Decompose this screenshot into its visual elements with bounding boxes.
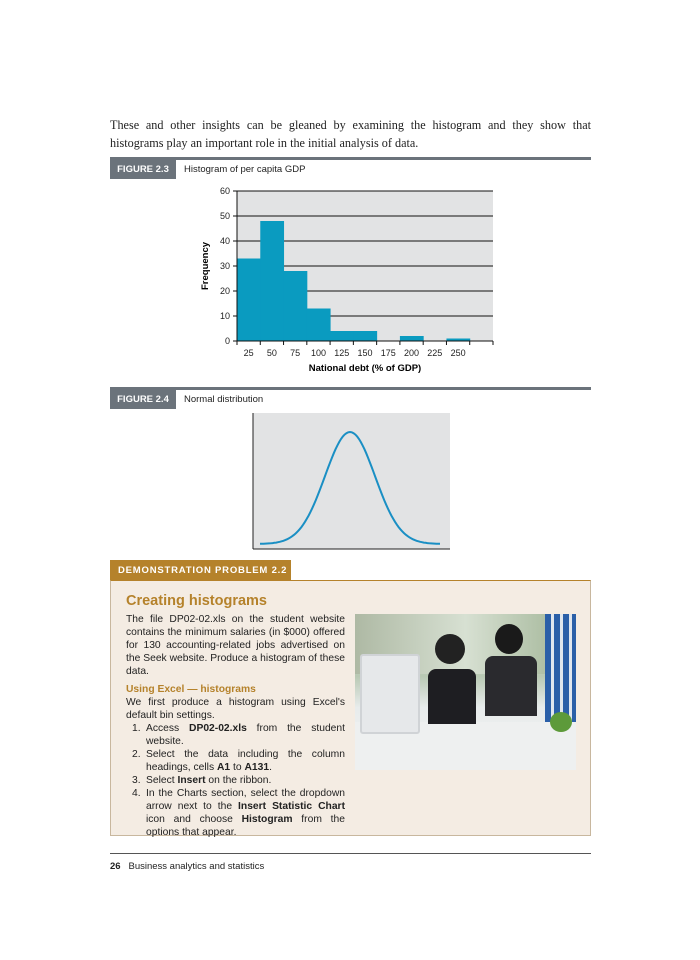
y-tick-label: 40 xyxy=(219,236,230,246)
histogram-bar xyxy=(330,331,354,341)
step-bold: DP02-02.xls xyxy=(189,723,247,734)
step-text: Select the data including the column headings, cells xyxy=(146,749,345,773)
step-text: from the student website. xyxy=(146,723,345,747)
step-number: 1. xyxy=(132,723,141,734)
step-text: from the options that appear. xyxy=(146,814,345,838)
demo-paragraph-2: We first produce a histogram using Excel's default bin settings. xyxy=(126,697,345,721)
step-number: 4. xyxy=(132,788,141,799)
figure-2-4-rule xyxy=(110,387,591,390)
step-number: 2. xyxy=(132,749,141,760)
y-tick-label: 30 xyxy=(219,261,230,271)
intro-paragraph: These and other insights can be gleaned by examining the histogram and they show that histograms play an important role in the initial analysis of data. xyxy=(110,118,591,150)
y-tick-label: 10 xyxy=(219,311,230,321)
figure-2-4-title: Normal distribution xyxy=(184,394,264,405)
book-title: Business analytics and statistics xyxy=(128,861,265,872)
normal-distribution-chart xyxy=(252,412,452,552)
x-tick-label: 175 xyxy=(380,348,396,358)
step-item xyxy=(132,748,345,774)
step-item xyxy=(132,722,345,748)
demo-subheading: Using Excel — histograms xyxy=(126,684,256,695)
histogram-chart xyxy=(190,182,510,377)
step-number: 3. xyxy=(132,775,141,786)
y-tick-label: 20 xyxy=(219,286,230,296)
histogram-bar xyxy=(353,331,377,341)
step-item xyxy=(132,774,345,787)
step-bold: A131 xyxy=(244,762,270,773)
demo-body xyxy=(126,613,345,839)
x-tick-label: 225 xyxy=(427,348,443,358)
step-text: In the Charts section, select the dropdown arrow next to the xyxy=(146,788,345,812)
footer-rule xyxy=(110,853,591,854)
y-tick-label: 60 xyxy=(219,186,230,196)
step-text: Select xyxy=(146,775,178,786)
step-text: to xyxy=(230,762,245,773)
demo-title: Creating histograms xyxy=(126,593,267,609)
figure-2-4-label: FIGURE 2.4 xyxy=(110,390,176,409)
x-tick-label: 125 xyxy=(334,348,350,358)
histogram-bar xyxy=(237,259,261,342)
figure-2-3-rule xyxy=(110,157,591,160)
x-tick-label: 50 xyxy=(266,348,277,358)
step-bold: A1 xyxy=(216,762,231,773)
step-bold: Insert xyxy=(177,775,206,786)
page-number: 26 xyxy=(110,861,121,872)
plot-background xyxy=(253,413,450,549)
step-item xyxy=(132,787,345,839)
y-tick-label: 50 xyxy=(219,211,230,221)
demo-paragraph: The file DP02-02.xls on the student website contains the minimum salaries (in $000) offered for 130 accounting-related jobs advertised on the Seek website. Produce a histogram of these data. xyxy=(126,614,345,677)
office-photo xyxy=(355,614,576,770)
figure-2-3-title: Histogram of per capita GDP xyxy=(184,164,306,175)
x-tick-label: 25 xyxy=(243,348,254,358)
histogram-bar xyxy=(284,271,308,341)
x-tick-label: 75 xyxy=(290,348,301,358)
step-text: on the ribbon. xyxy=(205,775,272,786)
x-tick-label: 100 xyxy=(310,348,326,358)
steps-list xyxy=(132,722,345,839)
figure-2-3-label: FIGURE 2.3 xyxy=(110,160,176,179)
x-tick-label: 150 xyxy=(357,348,373,358)
footer xyxy=(110,861,264,872)
histogram-bar xyxy=(400,336,424,341)
histogram-bar xyxy=(307,309,331,342)
step-bold: Histogram xyxy=(241,814,293,825)
y-tick-label: 0 xyxy=(224,336,230,346)
x-tick-label: 200 xyxy=(404,348,420,358)
step-text: Access xyxy=(146,723,190,734)
step-text: icon and choose xyxy=(146,814,242,825)
step-bold: Insert Statistic Chart xyxy=(238,801,345,812)
step-text: . xyxy=(269,762,272,773)
demo-header: DEMONSTRATION PROBLEM 2.2 xyxy=(110,560,291,581)
x-tick-label: 250 xyxy=(450,348,466,358)
x-axis-label: National debt (% of GDP) xyxy=(308,363,422,374)
y-axis-label: Frequency xyxy=(200,241,211,291)
histogram-bar xyxy=(260,221,284,341)
